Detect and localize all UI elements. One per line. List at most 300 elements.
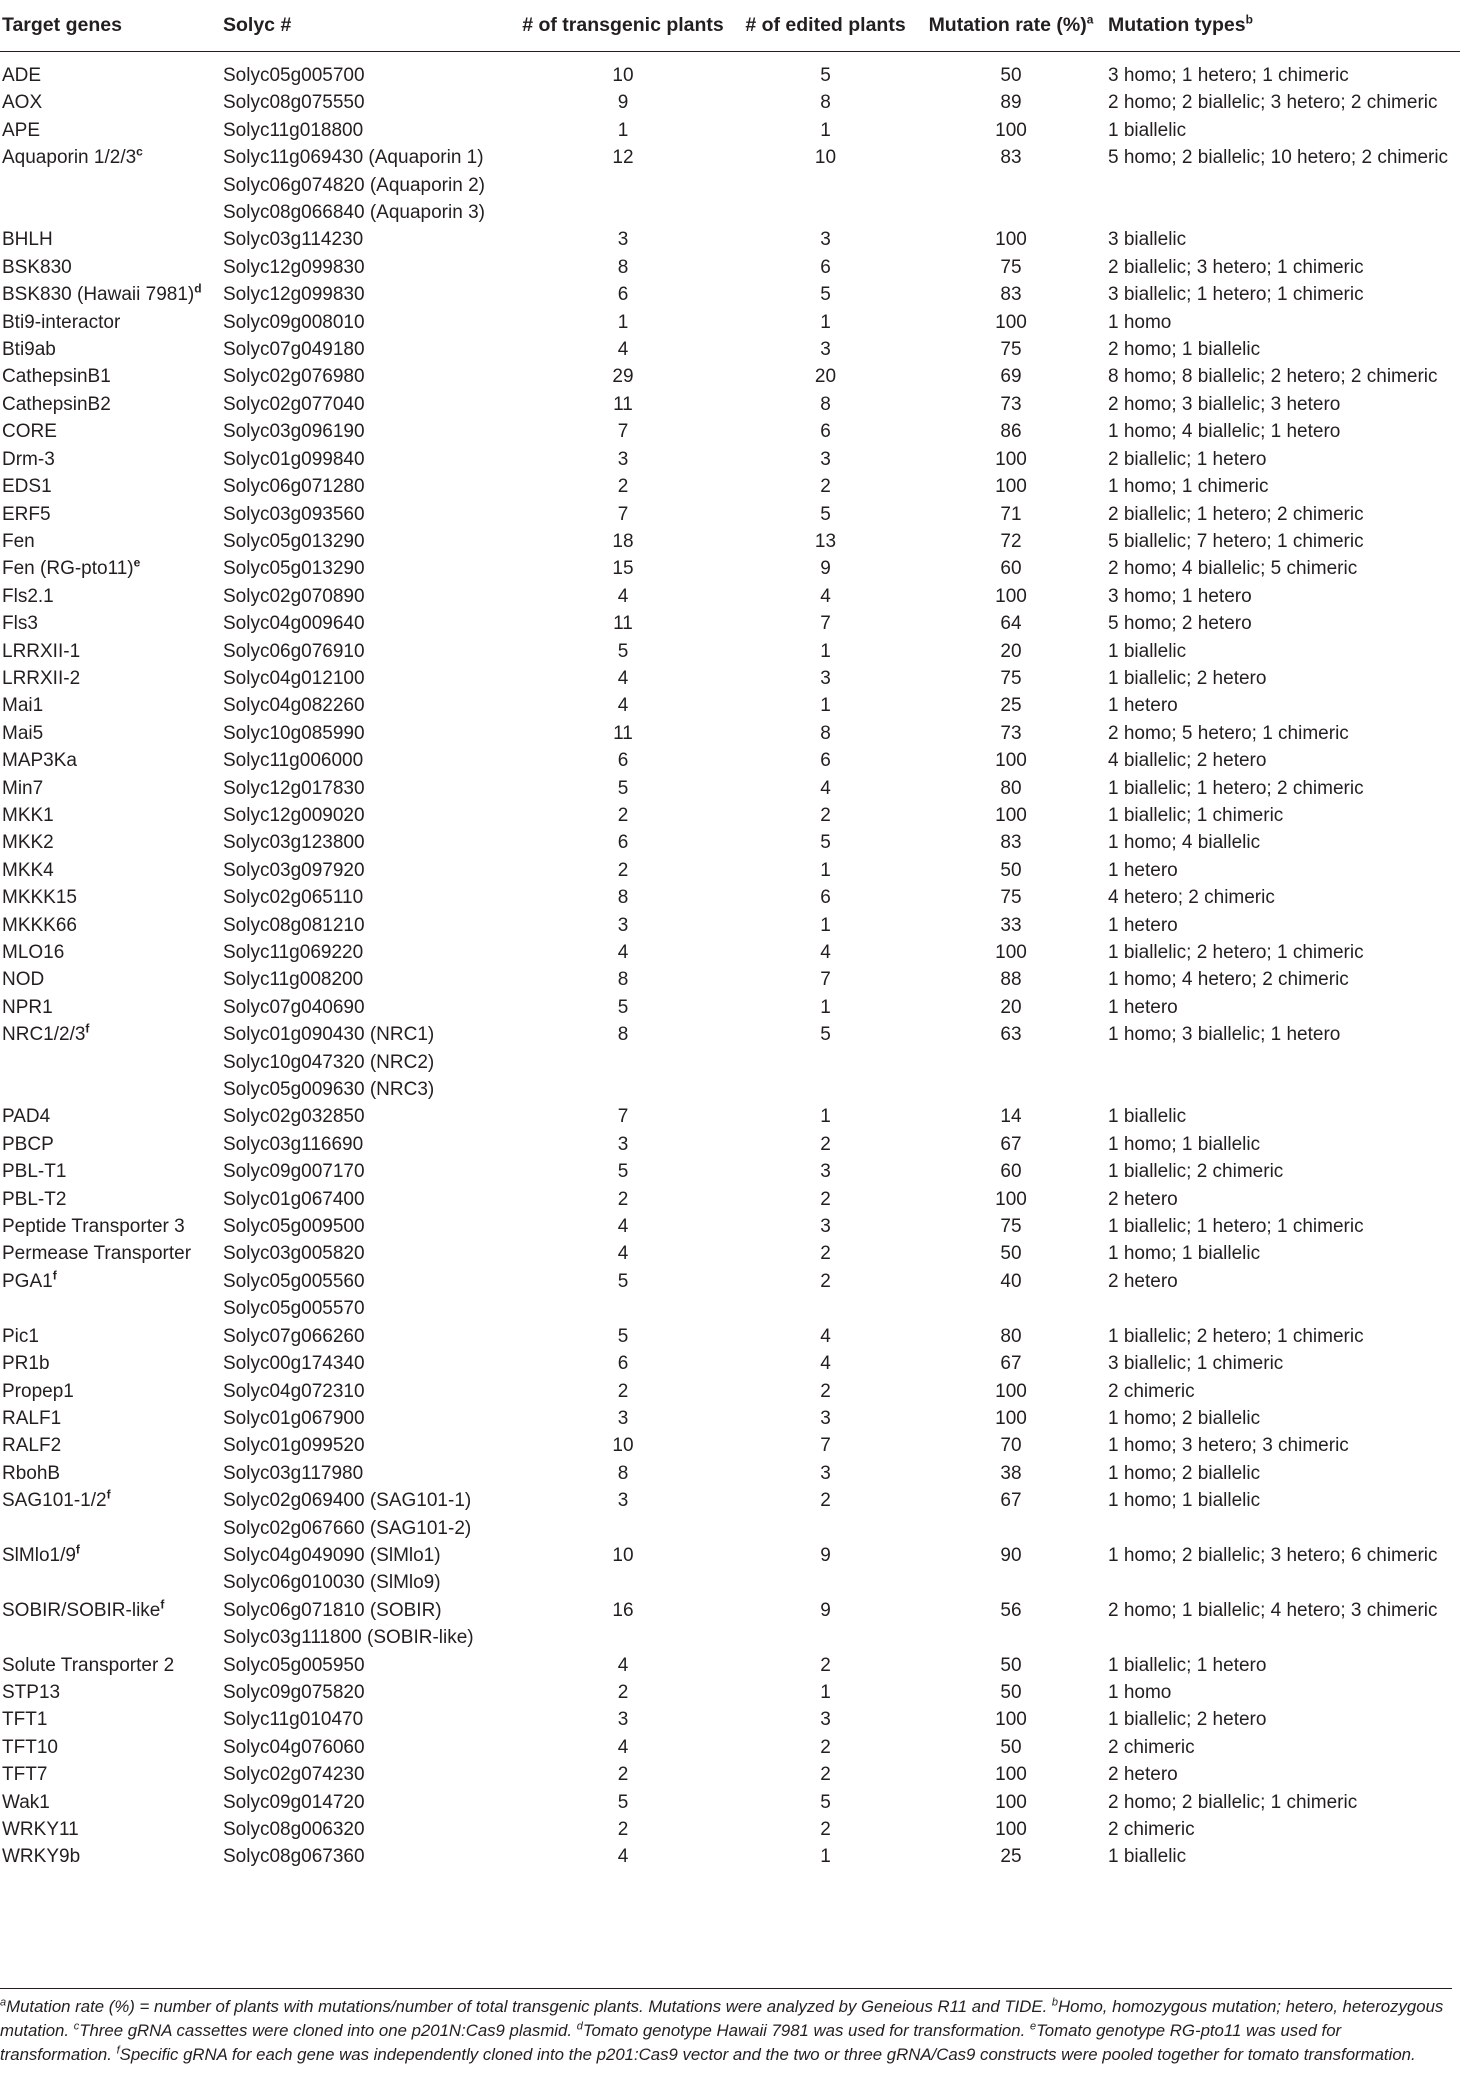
table-row	[0, 802, 1460, 829]
cell-target-gene	[0, 281, 221, 308]
cell-edited-count: 2	[820, 1736, 831, 1758]
cell-mutation-rate: 67	[1000, 1490, 1022, 1512]
table-row	[0, 1843, 1460, 1876]
cell-edited-count: 1	[820, 119, 831, 141]
cell-transgenic-count: 4	[617, 1654, 629, 1676]
table-row	[0, 1460, 1460, 1487]
cell-transgenic-count: 4	[617, 339, 629, 361]
cell-solyc	[221, 1240, 511, 1267]
solyc-id: Solyc11g010470	[223, 1709, 364, 1731]
gene-name: RALF2	[2, 1435, 62, 1457]
cell-mutation-rate: 100	[995, 1380, 1027, 1402]
cell-target-gene	[0, 665, 221, 692]
cell-edited-count: 2	[820, 804, 831, 826]
cell-target-gene	[0, 418, 221, 445]
cell-target-gene	[0, 1158, 221, 1185]
cell-mutation-rate: 25	[1000, 1846, 1022, 1868]
cell-edited-count: 3	[820, 339, 831, 361]
cell-mutation-rate: 100	[995, 1764, 1027, 1786]
table-row	[0, 52, 1460, 90]
footnote-mark: f	[116, 2044, 120, 2057]
solyc-id: Solyc03g096190	[223, 421, 365, 443]
cell-solyc	[221, 994, 511, 1021]
solyc-id: Solyc06g076910	[223, 640, 365, 662]
cell-mutation-types: 2 hetero	[1108, 1764, 1178, 1786]
cell-target-gene	[0, 391, 221, 418]
cell-edited-count: 1	[820, 1106, 831, 1128]
header-target-genes-text: Target genes	[2, 14, 122, 36]
cell-solyc	[221, 638, 511, 665]
cell-mutation-types: 3 biallelic; 1 hetero; 1 chimeric	[1108, 284, 1364, 306]
solyc-id: Solyc11g069220	[223, 942, 364, 963]
cell-mutation-types: 2 chimeric	[1108, 1736, 1195, 1758]
cell-edited-count: 4	[820, 585, 831, 607]
cell-mutation-types: 1 biallelic	[1108, 640, 1187, 662]
solyc-id: Solyc10g085990	[223, 722, 365, 744]
footnote-mark: f	[85, 1021, 90, 1036]
cell-mutation-types: 8 homo; 8 biallelic; 2 hetero; 2 chimeric	[1108, 366, 1438, 388]
gene-name: MAP3Ka	[2, 750, 77, 772]
cell-mutation-rate: 100	[995, 942, 1027, 963]
cell-solyc	[221, 501, 511, 528]
cell-target-gene	[0, 1542, 221, 1597]
gene-name: PAD4	[2, 1106, 51, 1128]
cell-target-gene	[0, 363, 221, 390]
cell-mutation-rate: 100	[995, 1188, 1027, 1210]
cell-mutation-rate: 100	[995, 448, 1027, 470]
gene-name: Permease Transporter	[2, 1243, 192, 1265]
gene-name: PR1b	[2, 1353, 50, 1375]
cell-target-gene	[0, 802, 221, 829]
gene-name: NPR1	[2, 996, 53, 1018]
cell-transgenic-count: 11	[613, 613, 633, 635]
table-row	[0, 1186, 1460, 1213]
footnote-mark: d	[576, 2020, 583, 2033]
cell-solyc	[221, 52, 511, 90]
cell-edited-count: 6	[820, 421, 831, 443]
cell-mutation-rate: 14	[1000, 1106, 1022, 1128]
table-row	[0, 1679, 1460, 1706]
cell-mutation-rate: 100	[995, 119, 1027, 141]
solyc-id: Solyc03g114230	[223, 229, 364, 251]
cell-solyc	[221, 665, 511, 692]
header-edited-plants-text: # of edited plants	[745, 14, 906, 36]
cell-edited-count: 1	[820, 640, 831, 662]
cell-solyc	[221, 117, 511, 144]
cell-mutation-rate: 56	[1000, 1599, 1022, 1621]
footnote-text: Homo, homozygous mutation; hetero, heterozygous mutation.	[0, 1997, 1444, 2040]
gene-name: MKK2	[2, 832, 54, 854]
table-body	[0, 52, 1460, 1877]
cell-mutation-rate: 75	[1000, 339, 1022, 361]
solyc-id: Solyc12g099830	[223, 256, 365, 278]
gene-name: MKK4	[2, 859, 54, 881]
cell-mutation-rate: 88	[1000, 969, 1022, 991]
cell-transgenic-count: 3	[617, 448, 629, 470]
cell-mutation-rate: 63	[1000, 1024, 1022, 1046]
solyc-id: Solyc12g017830	[223, 777, 365, 799]
cell-mutation-types: 2 homo; 5 hetero; 1 chimeric	[1108, 722, 1349, 744]
cell-edited-count: 5	[820, 503, 831, 525]
solyc-id: Solyc03g111800 (SOBIR-like)	[223, 1627, 474, 1649]
gene-name: Propep1	[2, 1380, 74, 1402]
cell-transgenic-count: 8	[617, 1462, 629, 1484]
cell-edited-count: 9	[820, 1599, 831, 1621]
cell-mutation-rate: 50	[1000, 1681, 1022, 1703]
cell-solyc	[221, 610, 511, 637]
gene-name: Peptide Transporter 3	[2, 1216, 185, 1238]
cell-edited-count: 1	[820, 996, 831, 1018]
cell-mutation-types: 2 homo; 1 biallelic; 4 hetero; 3 chimeric	[1108, 1599, 1438, 1621]
cell-solyc	[221, 939, 511, 966]
header-target-genes	[0, 0, 221, 52]
gene-name: Solute Transporter 2	[2, 1654, 175, 1676]
table-row	[0, 1323, 1460, 1350]
cell-solyc	[221, 446, 511, 473]
cell-mutation-types: 4 biallelic; 2 hetero	[1108, 750, 1267, 772]
footnote-mark: f	[52, 1268, 57, 1283]
cell-transgenic-count: 10	[612, 1435, 634, 1457]
table-row	[0, 665, 1460, 692]
cell-mutation-rate: 72	[1000, 530, 1022, 552]
footnote-mark: e	[133, 555, 141, 570]
cell-mutation-types: 1 homo; 1 biallelic	[1108, 1133, 1261, 1155]
cell-mutation-types: 1 homo; 2 biallelic	[1108, 1407, 1261, 1429]
cell-edited-count: 3	[820, 1407, 831, 1429]
cell-mutation-rate: 83	[1000, 147, 1022, 169]
cell-solyc	[221, 1432, 511, 1459]
cell-transgenic-count: 8	[617, 256, 629, 278]
cell-target-gene	[0, 1103, 221, 1130]
cell-solyc	[221, 802, 511, 829]
solyc-id: Solyc02g067660 (SAG101-2)	[223, 1517, 472, 1539]
cell-mutation-rate: 83	[1000, 284, 1022, 306]
gene-name: MKKK66	[2, 914, 77, 936]
cell-transgenic-count: 7	[617, 421, 629, 443]
gene-name: Bti9-interactor	[2, 311, 121, 333]
header-row	[0, 0, 1460, 52]
cell-mutation-rate: 90	[1000, 1544, 1022, 1566]
solyc-id: Solyc07g049180	[223, 339, 365, 361]
cell-mutation-types: 2 biallelic; 3 hetero; 1 chimeric	[1108, 256, 1364, 278]
solyc-id: Solyc01g099840	[223, 448, 365, 470]
cell-mutation-types: 1 homo	[1108, 311, 1172, 333]
cell-edited-count: 3	[820, 1216, 831, 1238]
cell-target-gene	[0, 720, 221, 747]
cell-mutation-rate: 64	[1000, 613, 1022, 635]
cell-mutation-types: 1 biallelic; 1 hetero; 2 chimeric	[1108, 777, 1364, 799]
cell-transgenic-count: 2	[617, 1380, 629, 1402]
gene-name: ADE	[2, 65, 42, 86]
cell-target-gene	[0, 1432, 221, 1459]
gene-name: WRKY9b	[2, 1846, 81, 1868]
table-row	[0, 884, 1460, 911]
table-row	[0, 281, 1460, 308]
cell-mutation-types: 3 homo; 1 hetero	[1108, 585, 1252, 607]
cell-transgenic-count: 8	[617, 1024, 629, 1046]
cell-target-gene	[0, 117, 221, 144]
cell-transgenic-count: 29	[612, 366, 634, 388]
gene-name: TFT1	[2, 1709, 48, 1731]
cell-solyc	[221, 391, 511, 418]
solyc-id: Solyc05g009630 (NRC3)	[223, 1079, 435, 1101]
cell-mutation-rate: 38	[1000, 1462, 1022, 1484]
header-mutation-types-text: Mutation types	[1108, 14, 1246, 36]
cell-mutation-rate: 67	[1000, 1353, 1022, 1375]
table-row	[0, 1268, 1460, 1323]
gene-name: RALF1	[2, 1407, 62, 1429]
solyc-id: Solyc05g005950	[223, 1654, 365, 1676]
cell-transgenic-count: 9	[617, 92, 629, 114]
cell-target-gene	[0, 1021, 221, 1103]
cell-transgenic-count: 5	[617, 1270, 629, 1292]
cell-edited-count: 7	[820, 613, 831, 635]
solyc-id: Solyc01g099520	[223, 1435, 365, 1457]
cell-transgenic-count: 3	[617, 1490, 629, 1512]
cell-solyc	[221, 912, 511, 939]
table-row	[0, 1706, 1460, 1733]
cell-mutation-types: 1 biallelic; 1 chimeric	[1108, 804, 1284, 826]
cell-edited-count: 1	[820, 859, 831, 881]
solyc-id: Solyc05g005570	[223, 1298, 365, 1320]
cell-edited-count: 2	[820, 1819, 831, 1840]
solyc-id: Solyc06g071280	[223, 476, 365, 498]
cell-solyc	[221, 1213, 511, 1240]
cell-mutation-types: 2 homo; 2 biallelic; 3 hetero; 2 chimeric	[1108, 92, 1438, 114]
cell-solyc	[221, 1816, 511, 1843]
cell-mutation-types: 2 homo; 2 biallelic; 1 chimeric	[1108, 1791, 1358, 1813]
cell-solyc	[221, 1378, 511, 1405]
cell-edited-count: 5	[820, 1791, 831, 1813]
footnote-text: Tomato genotype RG-pto11 was used for transformation.	[0, 2021, 1342, 2064]
cell-edited-count: 4	[820, 942, 831, 963]
header-solyc-text: Solyc #	[223, 14, 292, 36]
solyc-id: Solyc09g075820	[223, 1681, 365, 1703]
cell-target-gene	[0, 775, 221, 802]
cell-edited-count: 1	[820, 1681, 831, 1703]
solyc-id: Solyc01g067900	[223, 1407, 365, 1429]
cell-target-gene	[0, 912, 221, 939]
gene-name: Mai1	[2, 695, 44, 717]
cell-edited-count: 2	[820, 1490, 831, 1512]
cell-target-gene	[0, 144, 221, 226]
cell-mutation-types: 1 homo; 1 biallelic	[1108, 1490, 1261, 1512]
cell-target-gene	[0, 309, 221, 336]
cell-target-gene	[0, 1843, 221, 1876]
gene-name: Fls3	[2, 613, 38, 635]
cell-transgenic-count: 3	[617, 1407, 629, 1429]
cell-mutation-types: 1 biallelic; 2 hetero; 1 chimeric	[1108, 1325, 1364, 1347]
cell-edited-count: 8	[820, 92, 831, 114]
solyc-id: Solyc09g007170	[223, 1161, 365, 1183]
solyc-id: Solyc08g081210	[223, 914, 365, 936]
cell-mutation-rate: 71	[1000, 503, 1022, 525]
cell-solyc	[221, 1103, 511, 1130]
solyc-id: Solyc05g005700	[223, 65, 365, 86]
cell-transgenic-count: 2	[617, 1764, 629, 1786]
gene-name: TFT7	[2, 1764, 48, 1786]
cell-target-gene	[0, 336, 221, 363]
table-row	[0, 1816, 1460, 1843]
solyc-id: Solyc04g049090 (SlMlo1)	[223, 1544, 441, 1566]
cell-target-gene	[0, 555, 221, 582]
cell-edited-count: 4	[820, 1353, 831, 1375]
cell-mutation-types: 1 homo; 4 hetero; 2 chimeric	[1108, 969, 1349, 991]
cell-transgenic-count: 2	[617, 804, 629, 826]
gene-name: SOBIR/SOBIR-like	[2, 1599, 161, 1621]
solyc-id: Solyc00g174340	[223, 1353, 365, 1375]
cell-edited-count: 2	[820, 1188, 831, 1210]
table-row	[0, 89, 1460, 116]
gene-name: ERF5	[2, 503, 51, 525]
cell-edited-count: 9	[820, 558, 831, 580]
cell-solyc	[221, 336, 511, 363]
cell-edited-count: 2	[820, 1380, 831, 1402]
gene-name: CathepsinB1	[2, 366, 111, 388]
cell-transgenic-count: 3	[617, 1709, 629, 1731]
solyc-id: Solyc07g066260	[223, 1325, 365, 1347]
footnote-mark: d	[194, 281, 202, 296]
cell-mutation-types: 1 biallelic	[1108, 1106, 1187, 1128]
cell-edited-count: 8	[820, 722, 831, 744]
table-row	[0, 1432, 1460, 1459]
cell-target-gene	[0, 1350, 221, 1377]
cell-solyc	[221, 1487, 511, 1542]
cell-mutation-rate: 100	[995, 1819, 1027, 1840]
cell-mutation-types: 5 homo; 2 hetero	[1108, 613, 1252, 635]
cell-solyc	[221, 692, 511, 719]
gene-name: TFT10	[2, 1736, 58, 1758]
cell-mutation-types: 2 chimeric	[1108, 1380, 1195, 1402]
cell-target-gene	[0, 89, 221, 116]
cell-edited-count: 10	[814, 147, 837, 169]
cell-edited-count: 9	[820, 1544, 831, 1566]
table-row	[0, 829, 1460, 856]
table-row	[0, 692, 1460, 719]
gene-name: Min7	[2, 777, 44, 799]
gene-name: STP13	[2, 1681, 61, 1703]
gene-name: BHLH	[2, 229, 53, 251]
cell-mutation-rate: 75	[1000, 256, 1022, 278]
cell-mutation-types: 3 homo; 1 hetero; 1 chimeric	[1108, 65, 1349, 86]
cell-edited-count: 2	[820, 1243, 831, 1265]
footnote-text: Mutation rate (%) = number of plants with mutations/number of total transgenic plants. Mutations were analyzed by Geneious R11 and TIDE.	[6, 1997, 1052, 2016]
table-row	[0, 1240, 1460, 1267]
cell-edited-count: 3	[820, 229, 831, 251]
gene-name: PBL-T2	[2, 1188, 67, 1210]
table-row	[0, 1761, 1460, 1788]
cell-solyc	[221, 1843, 511, 1876]
cell-mutation-rate: 75	[1000, 887, 1022, 909]
cell-edited-count: 2	[820, 1270, 831, 1292]
cell-solyc	[221, 309, 511, 336]
cell-target-gene	[0, 1652, 221, 1679]
table-row	[0, 555, 1460, 582]
cell-edited-count: 1	[820, 1846, 831, 1868]
cell-target-gene	[0, 1131, 221, 1158]
cell-target-gene	[0, 857, 221, 884]
table-row	[0, 912, 1460, 939]
cell-solyc	[221, 1652, 511, 1679]
cell-mutation-rate: 75	[1000, 1216, 1022, 1238]
cell-mutation-rate: 100	[995, 1407, 1027, 1429]
cell-solyc	[221, 1021, 511, 1103]
solyc-id: Solyc08g006320	[223, 1819, 365, 1840]
cell-target-gene	[0, 1706, 221, 1733]
cell-mutation-types: 1 biallelic; 1 hetero; 1 chimeric	[1108, 1216, 1364, 1238]
solyc-id: Solyc12g009020	[223, 804, 365, 826]
solyc-id: Solyc08g066840 (Aquaporin 3)	[223, 202, 485, 224]
cell-mutation-types: 1 homo; 3 hetero; 3 chimeric	[1108, 1435, 1349, 1457]
solyc-id: Solyc03g117980	[223, 1462, 364, 1484]
cell-target-gene	[0, 528, 221, 555]
cell-solyc	[221, 1268, 511, 1323]
cell-solyc	[221, 1706, 511, 1733]
solyc-id: Solyc11g006000	[223, 750, 364, 772]
table-row	[0, 501, 1460, 528]
cell-mutation-rate: 86	[1000, 421, 1022, 443]
gene-name: Fen (RG-pto11)	[2, 558, 134, 580]
table-row	[0, 966, 1460, 993]
table-row	[0, 1350, 1460, 1377]
cell-mutation-types: 2 biallelic; 1 hetero	[1108, 448, 1267, 470]
cell-mutation-types: 2 biallelic; 1 hetero; 2 chimeric	[1108, 503, 1364, 525]
cell-transgenic-count: 2	[617, 476, 629, 498]
table-row	[0, 775, 1460, 802]
solyc-id: Solyc02g032850	[223, 1106, 365, 1128]
cell-mutation-rate: 73	[1000, 722, 1022, 744]
cell-mutation-types: 1 biallelic; 2 hetero	[1108, 1709, 1267, 1731]
solyc-id: Solyc05g005560	[223, 1270, 365, 1292]
cell-mutation-rate: 33	[1000, 914, 1022, 936]
cell-target-gene	[0, 1487, 221, 1542]
cell-mutation-types: 1 homo; 1 biallelic	[1108, 1243, 1261, 1265]
header-solyc	[221, 0, 511, 52]
cell-edited-count: 5	[820, 832, 831, 854]
solyc-id: Solyc11g008200	[223, 969, 364, 991]
cell-mutation-types: 1 homo	[1108, 1681, 1172, 1703]
cell-mutation-types: 1 homo; 4 biallelic	[1108, 832, 1261, 854]
cell-solyc	[221, 966, 511, 993]
cell-target-gene	[0, 966, 221, 993]
cell-solyc	[221, 418, 511, 445]
cell-mutation-rate: 50	[1000, 1736, 1022, 1758]
cell-mutation-rate: 40	[1000, 1270, 1022, 1292]
cell-mutation-types: 3 biallelic; 1 chimeric	[1108, 1353, 1284, 1375]
solyc-id: Solyc04g012100	[223, 667, 365, 689]
table-footnotes	[0, 1988, 1452, 2067]
cell-transgenic-count: 11	[613, 393, 633, 415]
cell-mutation-types: 1 homo; 1 chimeric	[1108, 476, 1269, 498]
cell-mutation-rate: 50	[1000, 65, 1022, 86]
table-row	[0, 939, 1460, 966]
gene-name: MKKK15	[2, 887, 77, 909]
solyc-id: Solyc10g047320 (NRC2)	[223, 1051, 435, 1073]
cell-edited-count: 3	[820, 1161, 831, 1183]
table-row	[0, 309, 1460, 336]
table-row	[0, 720, 1460, 747]
solyc-id: Solyc02g077040	[223, 393, 365, 415]
table-row	[0, 528, 1460, 555]
cell-edited-count: 3	[820, 1462, 831, 1484]
table-row	[0, 1021, 1460, 1103]
cell-transgenic-count: 2	[617, 1681, 629, 1703]
cell-solyc	[221, 1597, 511, 1652]
cell-edited-count: 3	[820, 667, 831, 689]
cell-mutation-types: 1 hetero	[1108, 996, 1178, 1018]
cell-target-gene	[0, 1816, 221, 1843]
solyc-id: Solyc02g074230	[223, 1764, 365, 1786]
